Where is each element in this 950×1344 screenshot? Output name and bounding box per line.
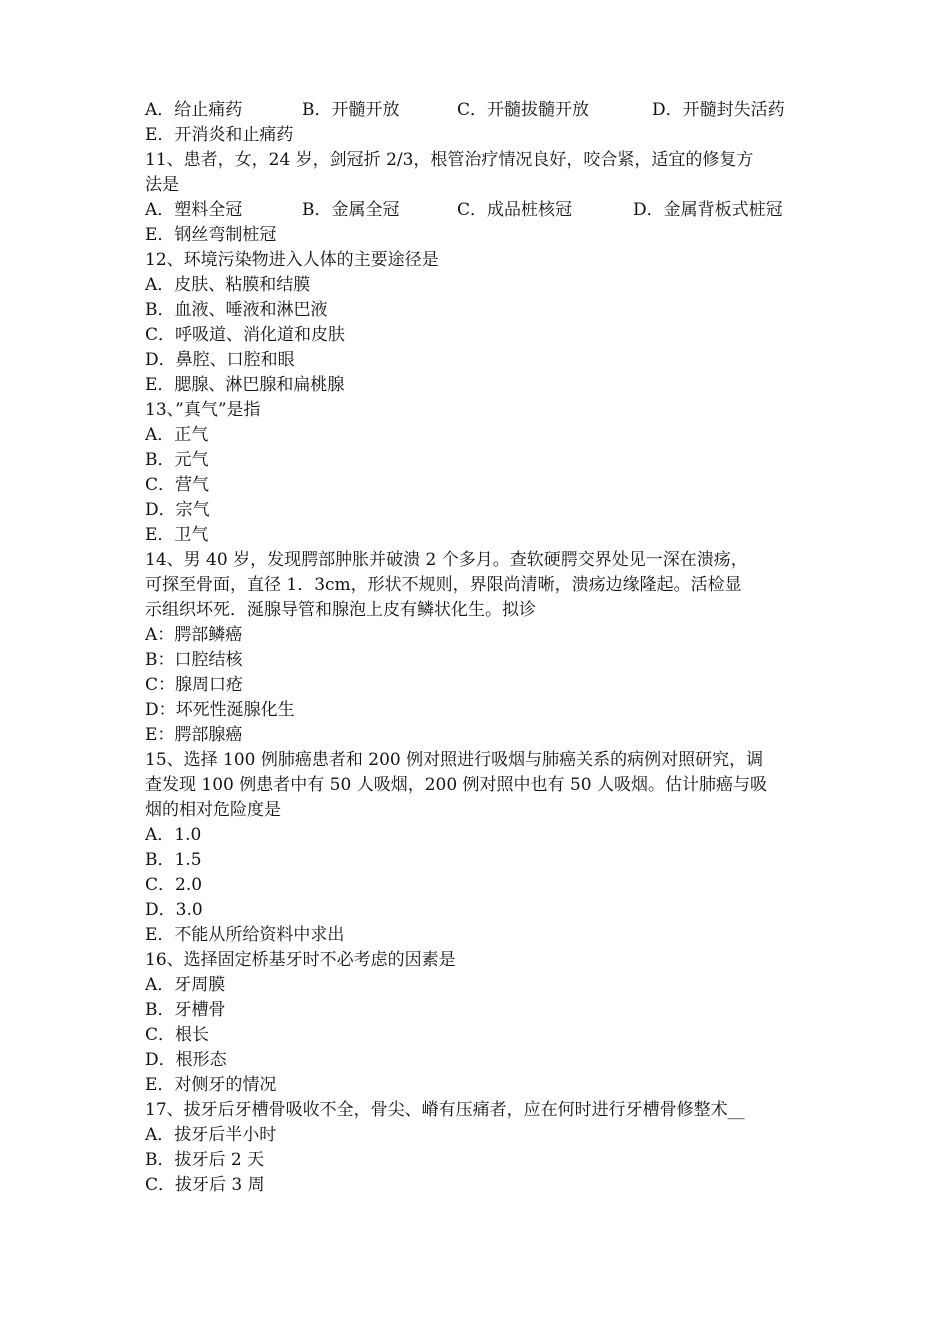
q12-option-e: E．腮腺、淋巴腺和扁桃腺 <box>145 375 345 395</box>
q11-option-d: D．金属背板式桩冠 <box>633 200 783 220</box>
q14-option-c: C：腺周口疮 <box>145 675 244 695</box>
q14-stem-line-2: 可探至骨面，直径 1．3cm，形状不规则，界限尚清晰，溃疡边缘隆起。活检显 <box>145 575 742 595</box>
q17-option-a: A．拔牙后半小时 <box>145 1125 277 1145</box>
q11-options-row <box>145 198 815 223</box>
q14-option-a: A：腭部鳞癌 <box>145 625 243 645</box>
q12-option-d: D．鼻腔、口腔和眼 <box>145 350 295 370</box>
q15-option-a: A．1.0 <box>145 825 202 845</box>
q11-option-a: A．塑料全冠 <box>145 200 243 220</box>
q16-option-a: A．牙周膜 <box>145 975 226 995</box>
q13-option-a: A．正气 <box>145 425 209 445</box>
q13-option-b: B．元气 <box>145 450 209 470</box>
q15-option-b: B．1.5 <box>145 850 202 870</box>
q16-option-e: E．对侧牙的情况 <box>145 1075 277 1095</box>
q13-option-c: C．营气 <box>145 475 210 495</box>
q14-option-e: E：腭部腺癌 <box>145 725 243 745</box>
q14-option-b: B：口腔结核 <box>145 650 243 670</box>
q14-stem-line-1: 14、男 40 岁，发现腭部肿胀并破溃 2 个多月。查软硬腭交界处见一深在溃疡， <box>145 550 748 570</box>
q10-option-e: E．开消炎和止痛药 <box>145 125 294 145</box>
q12-option-c: C．呼吸道、消化道和皮肤 <box>145 325 346 345</box>
q16-option-b: B．牙槽骨 <box>145 1000 226 1020</box>
q17-option-c: C．拔牙后 3 周 <box>145 1175 265 1195</box>
q12-option-b: B．血液、唾液和淋巴液 <box>145 300 328 320</box>
q15-stem-line-3: 烟的相对危险度是 <box>145 800 281 820</box>
question-list <box>145 98 815 1198</box>
q11-option-b: B．金属全冠 <box>302 200 400 220</box>
q13-stem: 13、”真气”是指 <box>145 400 261 420</box>
q12-stem: 12、环境污染物进入人体的主要途径是 <box>145 250 439 270</box>
q17-stem: 17、拔牙后牙槽骨吸收不全，骨尖、嵴有压痛者，应在何时进行牙槽骨修整术__ <box>145 1100 745 1120</box>
q16-stem: 16、选择固定桥基牙时不必考虑的因素是 <box>145 950 456 970</box>
q16-option-c: C．根长 <box>145 1025 210 1045</box>
q13-option-d: D．宗气 <box>145 500 210 520</box>
q13-option-e: E．卫气 <box>145 525 209 545</box>
q10-option-c: C．开髓拔髓开放 <box>457 100 590 120</box>
q12-option-a: A．皮肤、粘膜和结膜 <box>145 275 311 295</box>
q16-option-d: D．根形态 <box>145 1050 227 1070</box>
q15-stem-line-1: 15、选择 100 例肺癌患者和 200 例对照进行吸烟与肺癌关系的病例对照研究，调 <box>145 750 764 770</box>
q11-stem-line-1: 11、患者，女，24 岁，剑冠折 2/3，根管治疗情况良好，咬合紧，适宜的修复方 <box>145 150 754 170</box>
q17-option-b: B．拔牙后 2 天 <box>145 1150 265 1170</box>
q14-stem-line-3: 示组织坏死．涎腺导管和腺泡上皮有鳞状化生。拟诊 <box>145 600 536 620</box>
q11-option-c: C．成品桩核冠 <box>457 200 573 220</box>
q14-option-d: D：坏死性涎腺化生 <box>145 700 295 720</box>
q15-option-d: D．3.0 <box>145 900 203 920</box>
q10-option-a: A．给止痛药 <box>145 100 243 120</box>
q15-stem-line-2: 查发现 100 例患者中有 50 人吸烟，200 例对照中也有 50 人吸烟。估计肺癌与吸 <box>145 775 767 795</box>
q10-option-b: B．开髓开放 <box>302 100 400 120</box>
q10-options-row <box>145 98 815 123</box>
q15-option-e: E．不能从所给资料中求出 <box>145 925 345 945</box>
q10-option-d: D．开髓封失活药 <box>652 100 785 120</box>
q15-option-c: C．2.0 <box>145 875 203 895</box>
q11-stem-line-2: 法是 <box>145 175 179 195</box>
q11-option-e: E．钢丝弯制桩冠 <box>145 225 277 245</box>
